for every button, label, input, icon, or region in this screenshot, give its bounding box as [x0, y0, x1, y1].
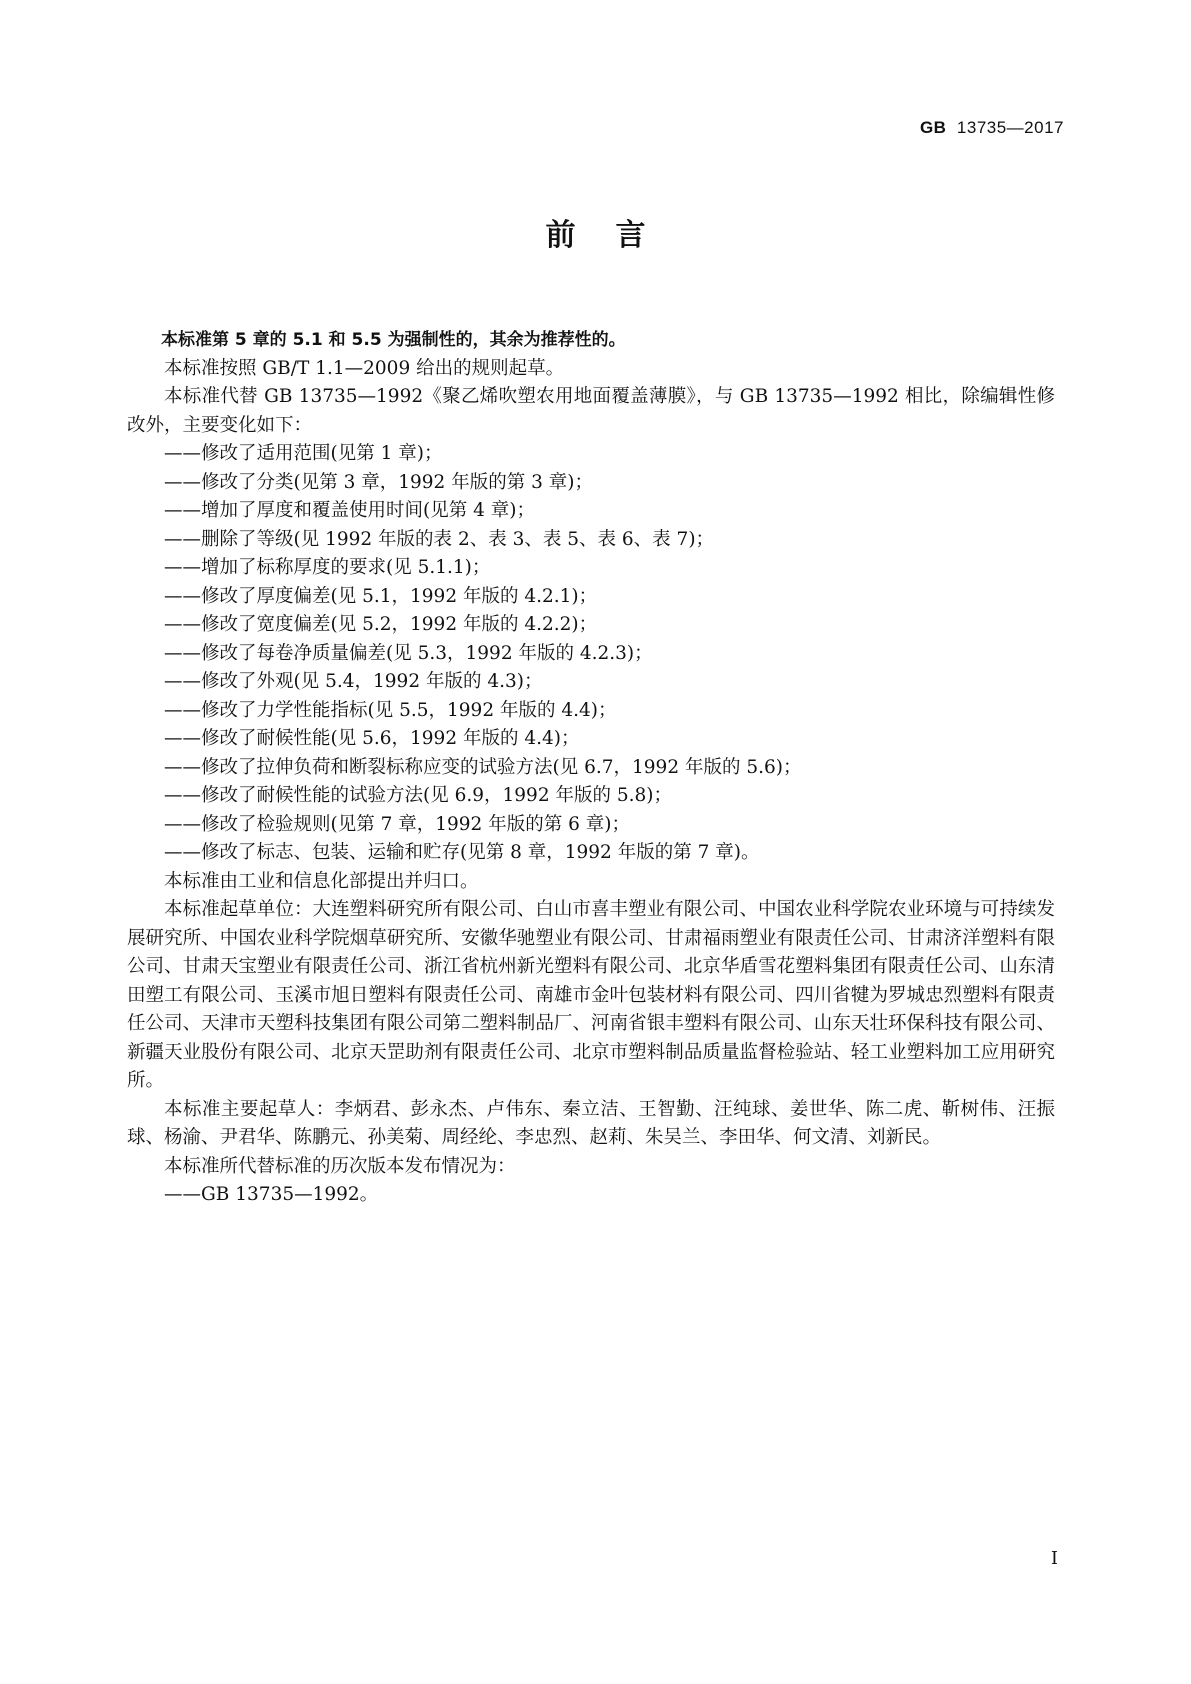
change-item: ——修改了耐候性能(见 5.6，1992 年版的 4.4)； — [164, 728, 580, 749]
history-item: ——GB 13735—1992。 — [164, 1184, 379, 1205]
drafters-paragraph: 本标准主要起草人：李炳君、彭永杰、卢伟东、秦立洁、王智勤、汪纯球、姜世华、陈二虎、靳树伟、汪振球、杨渝、尹君华、陈鹏元、孙美菊、周经纶、李忠烈、赵莉、朱吴兰、李田华、何文清、刘新民。 — [127, 1098, 1055, 1148]
foreword-body — [127, 326, 1055, 1210]
page-title: 前言 — [545, 218, 686, 253]
standard-number: 13735—2017 — [956, 118, 1064, 137]
proposer-paragraph: 本标准由工业和信息化部提出并归口。 — [164, 870, 479, 892]
change-item: ——修改了外观(见 5.4，1992 年版的 4.3)； — [164, 671, 543, 692]
history-intro-paragraph: 本标准所代替标准的历次版本发布情况为： — [164, 1155, 516, 1177]
change-item: ——修改了厚度偏差(见 5.1，1992 年版的 4.2.1)； — [164, 585, 598, 607]
change-item: ——修改了分类(见第 3 章，1992 年版的第 3 章)； — [164, 471, 593, 493]
change-item: ——修改了每卷净质量偏差(见 5.3，1992 年版的 4.2.3)； — [164, 642, 653, 664]
change-item: ——删除了等级(见 1992 年版的表 2、表 3、表 5、表 6、表 7)； — [164, 528, 715, 550]
mandatory-statement: 本标准第 5 章的 5.1 和 5.5 为强制性的，其余为推荐性的。 — [161, 330, 626, 350]
change-item: ——修改了检验规则(见第 7 章，1992 年版的第 6 章)； — [164, 813, 630, 835]
drafting-rule-paragraph: 本标准按照 GB/T 1.1—2009 给出的规则起草。 — [164, 357, 565, 379]
change-item: ——增加了厚度和覆盖使用时间(见第 4 章)； — [164, 500, 535, 521]
page-number: I — [1050, 1548, 1058, 1569]
change-item: ——修改了耐候性能的试验方法(见 6.9，1992 年版的 5.8)； — [164, 785, 673, 806]
drafting-units-paragraph: 本标准起草单位：大连塑料研究所有限公司、白山市喜丰塑业有限公司、中国农业科学院农业环境与可持续发展研究所、中国农业科学院烟草研究所、安徽华驰塑业有限公司、甘肃福雨塑业有限责任公司、甘肃济洋塑料有限公司、甘肃天宝塑业有限责任公司、浙江省杭州新光塑料有限公司、北京华盾雪花塑料集团有限责任公司、山东清田塑工有限公司、玉溪市旭日塑料有限责任公司、南雄市金叶包装材料有限公司、四川省犍为罗城忠烈塑料有限责任公司、天津市天塑科技集团有限公司第二塑料制品厂、河南省银丰塑料有限公司、山东天壮环保科技有限公司、新疆天业股份有限公司、北京天罡助剂有限责任公司、北京市塑料制品质量监督检验站、轻工业塑料加工应用研究所。 — [127, 899, 1055, 1091]
change-item: ——修改了力学性能指标(见 5.5，1992 年版的 4.4)； — [164, 699, 617, 721]
standard-code — [920, 118, 1064, 138]
change-item: ——修改了拉伸负荷和断裂标称应变的试验方法(见 6.7，1992 年版的 5.6)； — [164, 756, 802, 778]
change-item: ——修改了适用范围(见第 1 章)； — [164, 443, 443, 464]
change-item: ——修改了宽度偏差(见 5.2，1992 年版的 4.2.2)； — [164, 614, 598, 635]
change-item: ——修改了标志、包装、运输和贮存(见第 8 章，1992 年版的第 7 章)。 — [164, 842, 760, 863]
replacement-paragraph: 本标准代替 GB 13735—1992《聚乙烯吹塑农用地面覆盖薄膜》，与 GB 13735—1992 相比，除编辑性修改外，主要变化如下： — [127, 386, 1055, 436]
standard-prefix: GB — [919, 118, 947, 137]
change-item: ——增加了标称厚度的要求(见 5.1.1)； — [164, 557, 491, 578]
